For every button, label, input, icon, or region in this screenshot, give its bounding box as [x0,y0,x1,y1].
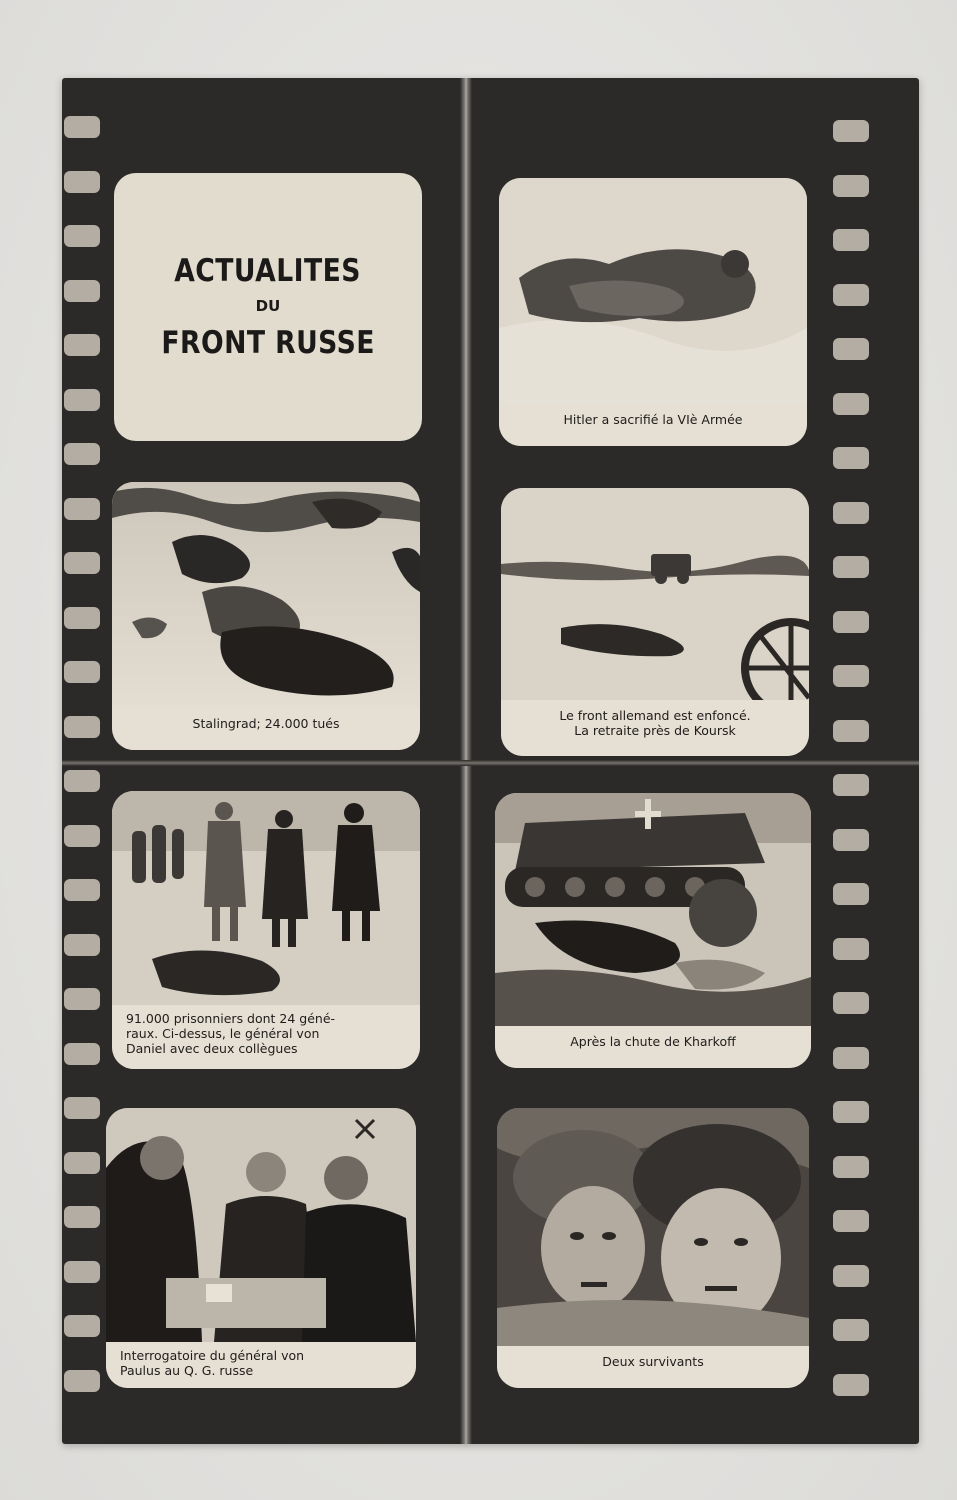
sprocket-hole [833,120,869,142]
sprocket-hole [833,1210,869,1232]
caption-line: Daniel avec deux collègues [126,1041,298,1056]
frame-hitler [499,178,807,446]
leaflet-sheet [62,78,919,1444]
sprocket-hole [833,556,869,578]
sprocket-hole [64,389,100,411]
interrogation-image [106,1108,416,1342]
sprocket-hole [64,934,100,956]
sprocket-hole [64,825,100,847]
sprocket-hole [833,338,869,360]
sprocket-hole [833,720,869,742]
title-line-1: ACTUALITES [174,253,362,289]
frame-survivants [497,1108,809,1388]
sprocket-hole [64,1315,100,1337]
sprocket-hole [64,879,100,901]
prisoners-march-image [112,791,420,1005]
sprocket-hole [64,280,100,302]
caption-line: Hitler a sacrifié la VIè Armée [563,412,743,427]
sprocket-hole [64,552,100,574]
sprocket-hole [64,225,100,247]
caption-line: Stalingrad; 24.000 tués [192,716,340,731]
caption-line: Interrogatoire du général von [120,1348,305,1363]
caption-line: Paulus au Q. G. russe [120,1363,254,1378]
sprocket-hole [833,611,869,633]
title-line-2: DU [255,297,281,315]
caption-stalingrad [112,708,420,750]
sprocket-hole [64,116,100,138]
caption-prisonniers [112,1005,420,1069]
frame-prisonniers [112,791,420,1069]
photo-survivants [497,1108,809,1346]
caption-line: Le front allemand est enfoncé. [559,708,751,723]
frame-paulus [106,1108,416,1388]
frame-koursk [501,488,809,756]
sprocket-hole [64,334,100,356]
sprocket-hole [833,1156,869,1178]
title-line-3: FRONT RUSSE [161,325,375,361]
sprocket-hole [64,443,100,465]
caption-survivants [497,1346,809,1388]
sprocket-hole [833,393,869,415]
sprocket-hole [64,171,100,193]
sprocket-hole [833,229,869,251]
sprocket-hole [833,829,869,851]
photo-paulus [106,1108,416,1342]
caption-kharkoff [495,1026,811,1068]
sprocket-hole [833,665,869,687]
sprocket-hole [833,502,869,524]
sprocket-hole [833,1047,869,1069]
frame-kharkoff [495,793,811,1068]
sprocket-hole [833,1374,869,1396]
caption-line: 91.000 prisonniers dont 24 géné- [126,1011,336,1026]
sprocket-hole [833,883,869,905]
sprocket-hole [64,1097,100,1119]
caption-hitler [499,404,807,446]
sprocket-hole [64,1206,100,1228]
sprocket-hole [833,175,869,197]
two-survivors-image [497,1108,809,1346]
sprocket-hole [833,1319,869,1341]
photo-kharkoff [495,793,811,1026]
sprocket-hole [64,1043,100,1065]
sprocket-hole [64,1370,100,1392]
photo-stalingrad [112,482,420,708]
sprocket-hole [833,1101,869,1123]
stalingrad-battlefield-image [112,482,420,708]
horizontal-fold [62,760,919,766]
caption-line: Après la chute de Kharkoff [570,1034,736,1049]
photo-hitler [499,178,807,404]
caption-line: Deux survivants [602,1354,704,1369]
caption-paulus [106,1342,416,1388]
sprocket-hole [833,447,869,469]
sprocket-hole [64,1261,100,1283]
sprocket-hole [64,988,100,1010]
sprocket-hole [833,938,869,960]
destroyed-tank-image [495,793,811,1026]
sprocket-hole [64,607,100,629]
sprocket-hole [64,661,100,683]
photo-prisonniers [112,791,420,1005]
sprocket-hole [833,284,869,306]
title-frame [114,173,422,441]
sprocket-hole [833,1265,869,1287]
sprocket-hole [64,716,100,738]
fallen-soldier-image [499,178,807,404]
sprocket-hole [833,992,869,1014]
sprocket-hole [64,770,100,792]
caption-koursk [501,700,809,756]
frame-stalingrad [112,482,420,750]
caption-line: La retraite près de Koursk [574,723,736,738]
sprocket-hole [64,498,100,520]
caption-line: raux. Ci-dessus, le général von [126,1026,320,1041]
sprocket-hole [833,774,869,796]
retreat-snowfield-image [501,488,809,700]
photo-koursk [501,488,809,700]
sprocket-hole [64,1152,100,1174]
